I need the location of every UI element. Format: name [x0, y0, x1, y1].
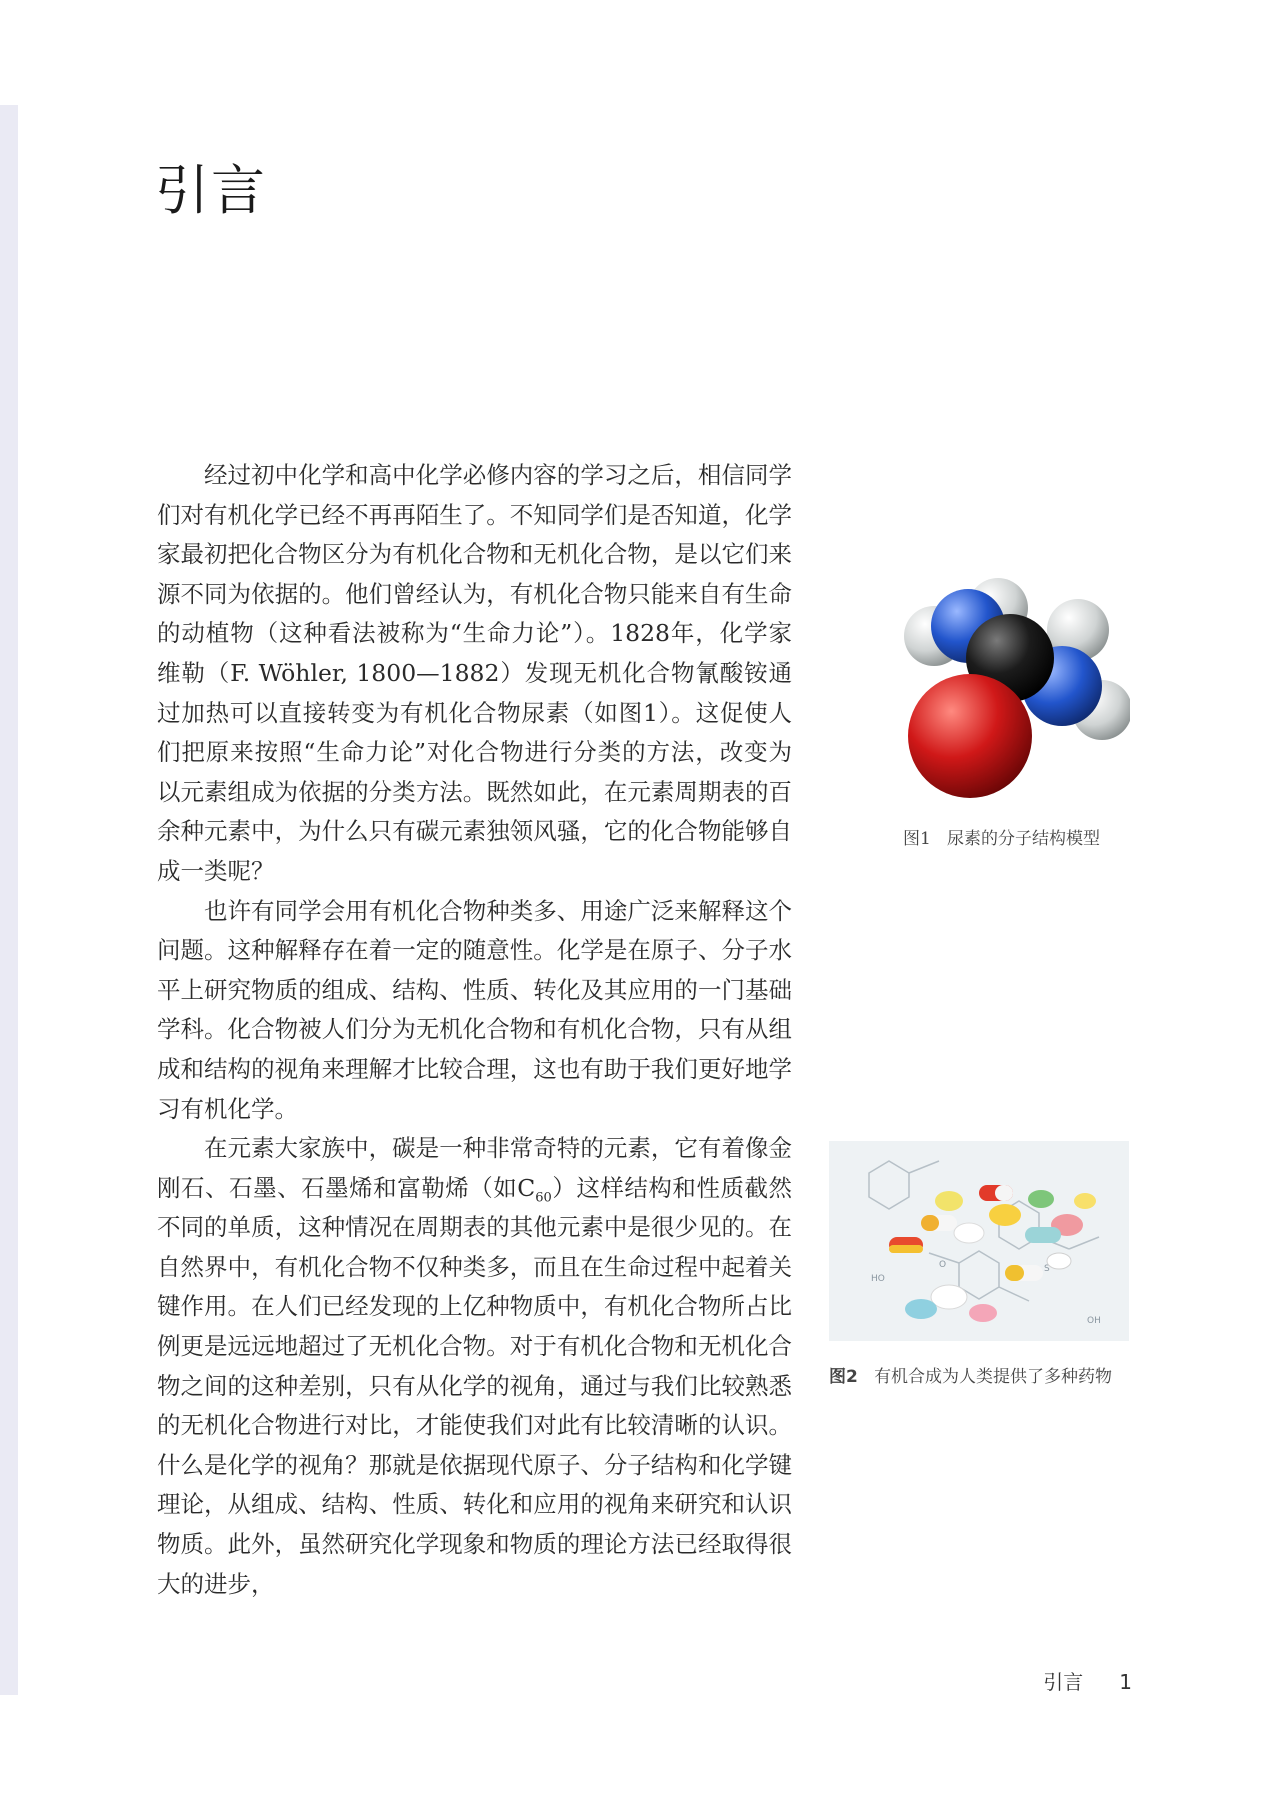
figure-1-caption [903, 824, 1100, 849]
c60-subscript: 60 [535, 1190, 552, 1206]
svg-text:O: O [939, 1260, 947, 1270]
figure-1-number: 图1 [903, 829, 931, 849]
page-footer [1043, 1666, 1132, 1695]
figure-2-caption-text: 有机合成为人类提供了多种药物 [874, 1367, 1113, 1387]
svg-text:HO: HO [871, 1274, 885, 1284]
oxygen-atom [908, 674, 1032, 798]
pills-photo-image [829, 1141, 1129, 1341]
urea-molecule-figure [890, 578, 1130, 808]
paragraph-3 [157, 1129, 792, 1604]
figure-2-number: 图2 [829, 1367, 858, 1387]
svg-text:S: S [1044, 1264, 1050, 1274]
body-text [157, 456, 792, 1604]
page-number: 1 [1119, 1670, 1132, 1694]
footer-section-title: 引言 [1043, 1670, 1084, 1694]
paragraph-2 [157, 892, 792, 1130]
figure-1-caption-text: 尿素的分子结构模型 [947, 829, 1101, 849]
page-edge-strip [0, 105, 18, 1695]
figure-2-caption [829, 1362, 1112, 1387]
svg-text:OH: OH [1087, 1316, 1101, 1326]
paragraph-3-text-b: ）这样结构和性质截然不同的单质，这种情况在周期表的其他元素中是很少见的。在自然界中，有机化合物不仅种类多，而且在生命过程中起着关键作用。在人们已经发现的上亿种物质中，有机化合物所占比例更是远远地超过了无机化合物。对于有机化合物和无机化合物之间的这种差别，只有从化学的视角，通过与我们比较熟悉的无机化合物进行对比，才能使我们对此有比较清晰的认识。什么是化学的视角？那就是依据现代原子、分子结构和化学键理论，从组成、结构、性质、转化和应用的视角来研究和认识物质。此外，虽然研究化学现象和物质的理论方法已经取得很大的进步， [157, 1173, 792, 1598]
paragraph-2-text: 也许有同学会用有机化合物种类多、用途广泛来解释这个问题。这种解释存在着一定的随意性。化学是在原子、分子水平上研究物质的组成、结构、性质、转化及其应用的一门基础学科。化合物被人们分为无机化合物和有机化合物，只有从组成和结构的视角来理解才比较合理，这也有助于我们更好地学习有机化学。 [157, 896, 792, 1123]
medicine-pills-figure [829, 1141, 1129, 1341]
urea-model-image [890, 578, 1130, 808]
page-title: 引言 [155, 159, 267, 222]
paragraph-3-text-a: 在元素大家族中，碳是一种非常奇特的元素，它有着像金刚石、石墨、石墨烯和富勒烯（如C [157, 1134, 792, 1202]
paragraph-1-text: 经过初中化学和高中化学必修内容的学习之后，相信同学们对有机化学已经不再再陌生了。不知同学们是否知道，化学家最初把化合物区分为有机化合物和无机化合物，是以它们来源不同为依据的。他们曾经认为，有机化合物只能来自有生命的动植物（这种看法被称为“生命力论”）。1828年，化学家维勒（F. Wöhler, 1800—1882）发现无机化合物氰酸铵通过加热可以直接转变为有机化合物尿素（如图1）。这促使人们把原来按照“生命力论”对化合物进行分类的方法，改变为以元素组成为依据的分类方法。既然如此，在元素周期表的百余种元素中，为什么只有碳元素独领风骚，它的化合物能够自成一类呢？ [157, 461, 792, 885]
paragraph-1 [157, 456, 792, 892]
